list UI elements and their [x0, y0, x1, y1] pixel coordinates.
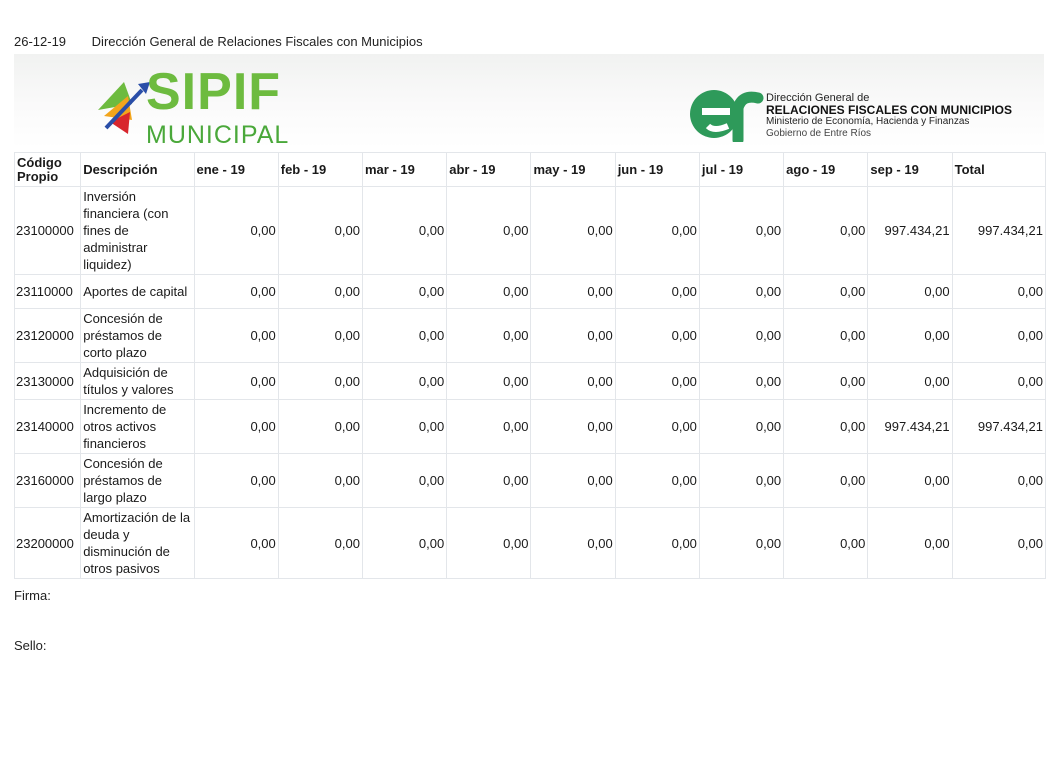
table-header-row — [15, 153, 1046, 187]
row-description: Incremento de otros activos financieros — [81, 400, 194, 454]
table-row — [15, 454, 1046, 508]
row-code: 23160000 — [15, 454, 81, 508]
row-month-value: 0,00 — [362, 454, 446, 508]
row-month-value: 0,00 — [868, 454, 952, 508]
row-month-value: 0,00 — [194, 454, 278, 508]
row-month-value: 0,00 — [531, 400, 615, 454]
sipif-subtitle: MUNICIPAL — [146, 121, 290, 149]
er-line-2: RELACIONES FISCALES CON MUNICIPIOS — [766, 103, 1013, 117]
row-month-value: 0,00 — [447, 454, 531, 508]
column-header: abr - 19 — [447, 153, 531, 187]
er-monogram-icon — [688, 86, 764, 142]
row-total: 0,00 — [952, 309, 1045, 363]
table-row — [15, 363, 1046, 400]
column-header: may - 19 — [531, 153, 615, 187]
row-description: Concesión de préstamos de corto plazo — [81, 309, 194, 363]
row-month-value: 997.434,21 — [868, 400, 952, 454]
row-month-value: 0,00 — [362, 187, 446, 275]
row-month-value: 0,00 — [615, 508, 699, 579]
row-month-value: 0,00 — [278, 187, 362, 275]
row-month-value: 0,00 — [194, 187, 278, 275]
er-line-3: Ministerio de Economía, Hacienda y Finanzas — [766, 116, 970, 127]
report-date: 26-12-19 — [14, 34, 67, 49]
row-total: 0,00 — [952, 363, 1045, 400]
row-code: 23100000 — [15, 187, 81, 275]
report-table — [14, 152, 1046, 579]
row-description: Adquisición de títulos y valores — [81, 363, 194, 400]
row-month-value: 0,00 — [531, 454, 615, 508]
row-month-value: 0,00 — [784, 508, 868, 579]
column-header: jun - 19 — [615, 153, 699, 187]
table-row — [15, 309, 1046, 363]
row-month-value: 0,00 — [615, 275, 699, 309]
row-month-value: 0,00 — [362, 400, 446, 454]
row-month-value: 0,00 — [447, 187, 531, 275]
column-header: Descripción — [81, 153, 194, 187]
row-month-value: 0,00 — [699, 275, 783, 309]
column-header: jul - 19 — [699, 153, 783, 187]
row-month-value: 0,00 — [278, 309, 362, 363]
row-description: Concesión de préstamos de largo plazo — [81, 454, 194, 508]
row-month-value: 0,00 — [699, 309, 783, 363]
row-month-value: 0,00 — [615, 400, 699, 454]
row-month-value: 0,00 — [868, 309, 952, 363]
column-header: sep - 19 — [868, 153, 952, 187]
row-description: Aportes de capital — [81, 275, 194, 309]
row-month-value: 0,00 — [868, 363, 952, 400]
er-logo — [688, 86, 1028, 142]
row-month-value: 0,00 — [531, 187, 615, 275]
row-code: 23140000 — [15, 400, 81, 454]
column-header: Total — [952, 153, 1045, 187]
row-month-value: 0,00 — [615, 454, 699, 508]
row-month-value: 0,00 — [194, 275, 278, 309]
row-month-value: 0,00 — [699, 400, 783, 454]
row-month-value: 0,00 — [362, 275, 446, 309]
row-description: Inversión financiera (con fines de administrar liquidez) — [81, 187, 194, 275]
row-month-value: 0,00 — [362, 309, 446, 363]
row-code: 23130000 — [15, 363, 81, 400]
row-month-value: 0,00 — [278, 275, 362, 309]
row-month-value: 0,00 — [699, 454, 783, 508]
signature-label: Firma: — [14, 588, 51, 603]
row-month-value: 0,00 — [699, 363, 783, 400]
row-month-value: 0,00 — [784, 309, 868, 363]
row-month-value: 0,00 — [531, 309, 615, 363]
table-row — [15, 275, 1046, 309]
er-logo-text — [766, 92, 1012, 140]
table-row — [15, 400, 1046, 454]
row-month-value: 0,00 — [531, 363, 615, 400]
column-header: ago - 19 — [784, 153, 868, 187]
row-month-value: 0,00 — [784, 454, 868, 508]
row-month-value: 0,00 — [194, 363, 278, 400]
column-header: Código Propio — [15, 153, 81, 187]
row-code: 23120000 — [15, 309, 81, 363]
row-month-value: 0,00 — [194, 508, 278, 579]
row-month-value: 0,00 — [699, 187, 783, 275]
sipif-wordmark: SIPIF — [146, 63, 282, 121]
row-month-value: 0,00 — [615, 363, 699, 400]
row-month-value: 0,00 — [447, 508, 531, 579]
report-title: Dirección General de Relaciones Fiscales con Municipios — [91, 34, 423, 49]
row-month-value: 0,00 — [615, 309, 699, 363]
row-month-value: 0,00 — [278, 400, 362, 454]
row-month-value: 997.434,21 — [868, 187, 952, 275]
row-month-value: 0,00 — [868, 275, 952, 309]
row-month-value: 0,00 — [447, 363, 531, 400]
row-month-value: 0,00 — [784, 187, 868, 275]
row-month-value: 0,00 — [194, 309, 278, 363]
stamp-label: Sello: — [14, 638, 47, 653]
table-row — [15, 187, 1046, 275]
row-total: 0,00 — [952, 508, 1045, 579]
table-row — [15, 508, 1046, 579]
row-month-value: 0,00 — [531, 275, 615, 309]
row-description: Amortización de la deuda y disminución de otros pasivos — [81, 508, 194, 579]
row-month-value: 0,00 — [447, 275, 531, 309]
er-line-4: Gobierno de Entre Ríos — [766, 128, 872, 139]
row-month-value: 0,00 — [868, 508, 952, 579]
row-month-value: 0,00 — [784, 400, 868, 454]
row-total: 997.434,21 — [952, 400, 1045, 454]
row-month-value: 0,00 — [531, 508, 615, 579]
column-header: ene - 19 — [194, 153, 278, 187]
row-month-value: 0,00 — [278, 508, 362, 579]
row-month-value: 0,00 — [784, 275, 868, 309]
row-month-value: 0,00 — [194, 400, 278, 454]
row-code: 23200000 — [15, 508, 81, 579]
sipif-logo — [98, 63, 318, 152]
row-month-value: 0,00 — [362, 363, 446, 400]
row-month-value: 0,00 — [615, 187, 699, 275]
row-total: 0,00 — [952, 275, 1045, 309]
column-header: mar - 19 — [362, 153, 446, 187]
row-total: 0,00 — [952, 454, 1045, 508]
row-month-value: 0,00 — [699, 508, 783, 579]
er-line-1: Dirección General de — [766, 92, 870, 104]
row-month-value: 0,00 — [447, 309, 531, 363]
row-total: 997.434,21 — [952, 187, 1045, 275]
report-header — [14, 34, 423, 49]
row-month-value: 0,00 — [447, 400, 531, 454]
row-month-value: 0,00 — [278, 363, 362, 400]
row-month-value: 0,00 — [362, 508, 446, 579]
column-header: feb - 19 — [278, 153, 362, 187]
row-code: 23110000 — [15, 275, 81, 309]
row-month-value: 0,00 — [784, 363, 868, 400]
row-month-value: 0,00 — [278, 454, 362, 508]
